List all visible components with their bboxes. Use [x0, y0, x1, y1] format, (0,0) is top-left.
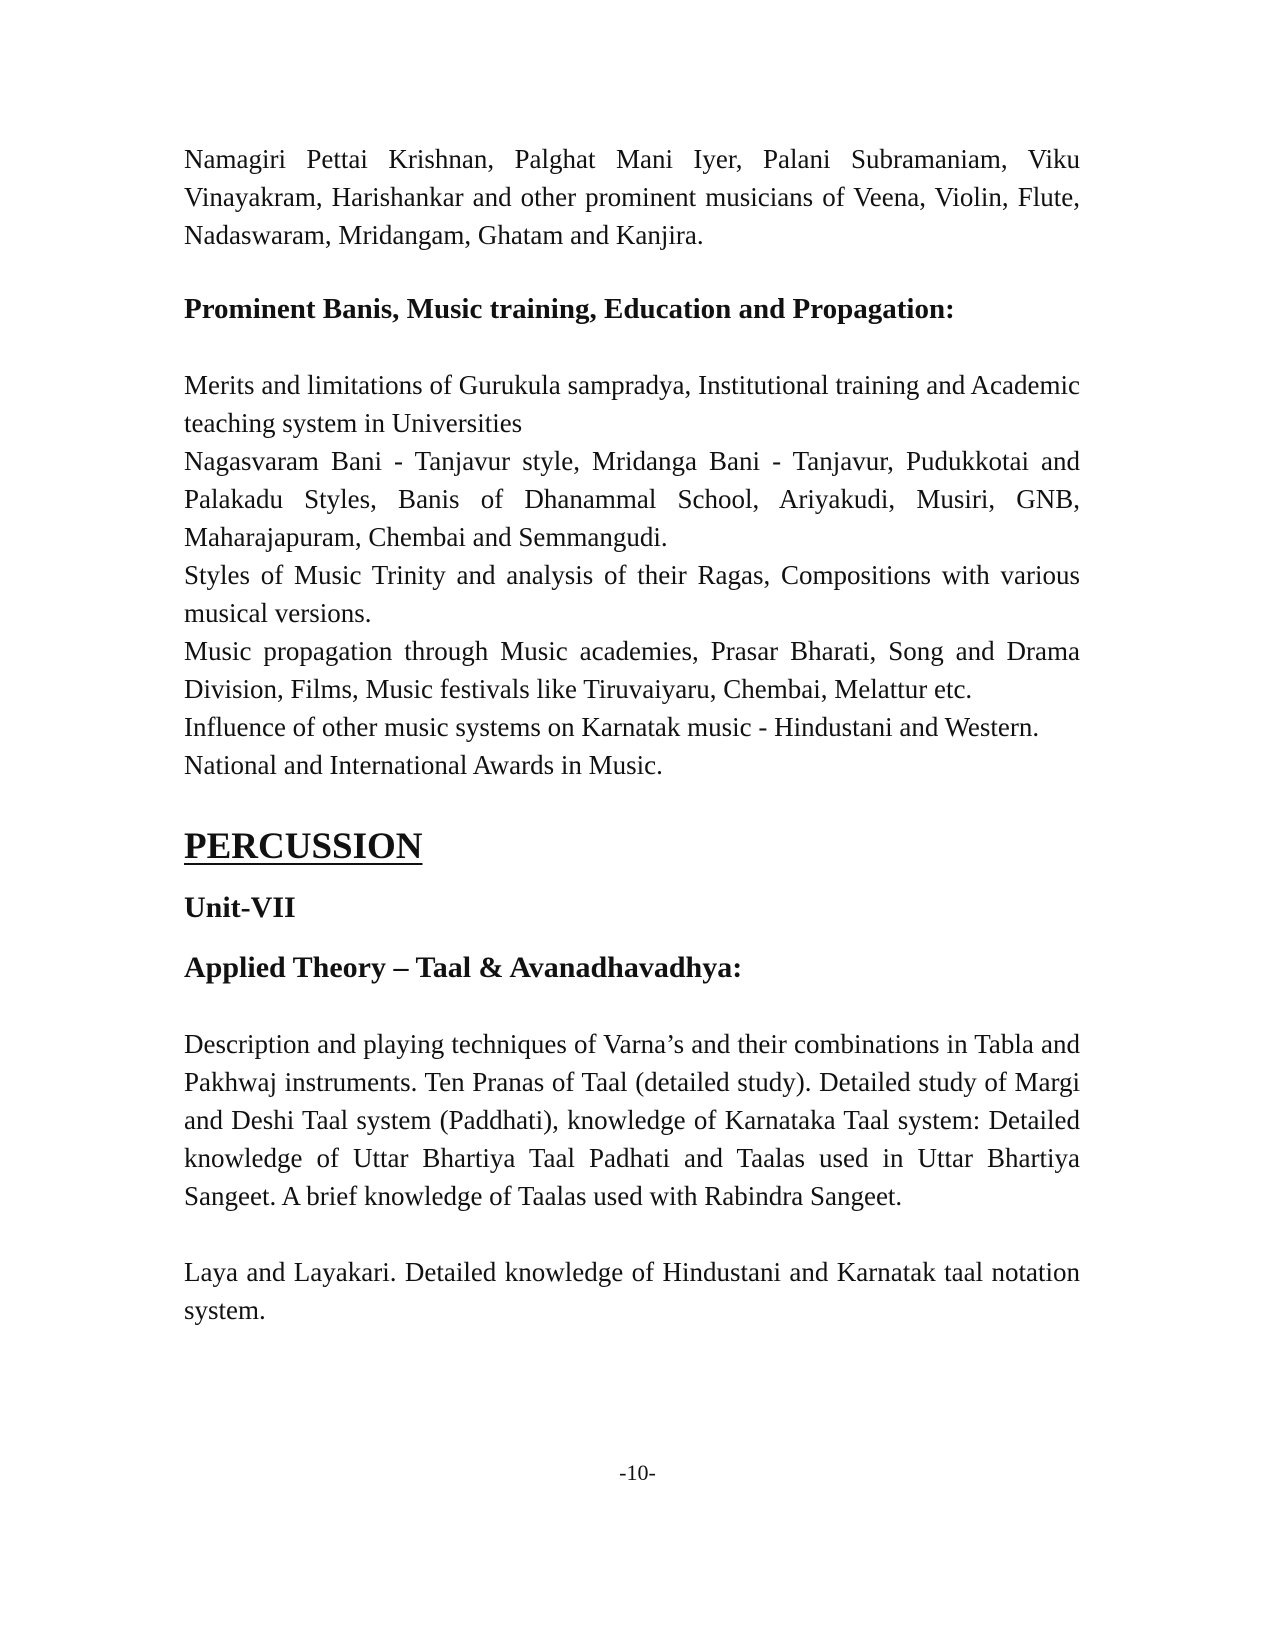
page-number: -10- [619, 1460, 656, 1485]
laya-paragraph: Laya and Layakari. Detailed knowledge of Hindustani and Karnatak taal notation system. [184, 1257, 1080, 1325]
unit-heading: Unit-VII [184, 891, 296, 924]
list-item: Music propagation through Music academies, Prasar Bharati, Song and Drama Division, Films, Music festivals like Tiruvaiyaru, Chembai, Melattur etc. [184, 636, 1080, 704]
percussion-title: PERCUSSION [184, 826, 423, 867]
list-item: Nagasvaram Bani - Tanjavur style, Mridanga Bani - Tanjavur, Pudukkotai and Palakadu Styles, Banis of Dhanammal School, Ariyakudi, Musiri, GNB, Maharajapuram, Chembai and Semmangudi. [184, 446, 1080, 552]
section-heading-banis: Prominent Banis, Music training, Education and Propagation: [184, 293, 955, 325]
applied-theory-heading: Applied Theory – Taal & Avanadhavadhya: [184, 951, 743, 984]
list-item: National and International Awards in Music. [184, 750, 663, 780]
list-item: Merits and limitations of Gurukula sampradya, Institutional training and Academic teaching system in Universities [184, 370, 1080, 438]
list-item: Influence of other music systems on Karnatak music - Hindustani and Western. [184, 712, 1040, 742]
description-paragraph: Description and playing techniques of Varna’s and their combinations in Tabla and Pakhwaj instruments. Ten Pranas of Taal (detailed study). Detailed study of Margi and Deshi Taal system (Paddhati), knowledge of Karnataka Taal system: Detailed knowledge of Uttar Bhartiya Taal Padhati and Taalas used in Uttar Bhartiya Sangeet. A brief knowledge of Taalas used with Rabindra Sangeet. [184, 1029, 1080, 1211]
intro-paragraph: Namagiri Pettai Krishnan, Palghat Mani Iyer, Palani Subramaniam, Viku Vinayakram, Harishankar and other prominent musicians of Veena, Violin, Flute, Nadaswaram, Mridangam, Ghatam and Kanjira. [184, 144, 1080, 250]
banis-topic-list [184, 366, 1080, 784]
list-item: Styles of Music Trinity and analysis of their Ragas, Compositions with various musical versions. [184, 560, 1080, 628]
document-page [184, 140, 1080, 1329]
